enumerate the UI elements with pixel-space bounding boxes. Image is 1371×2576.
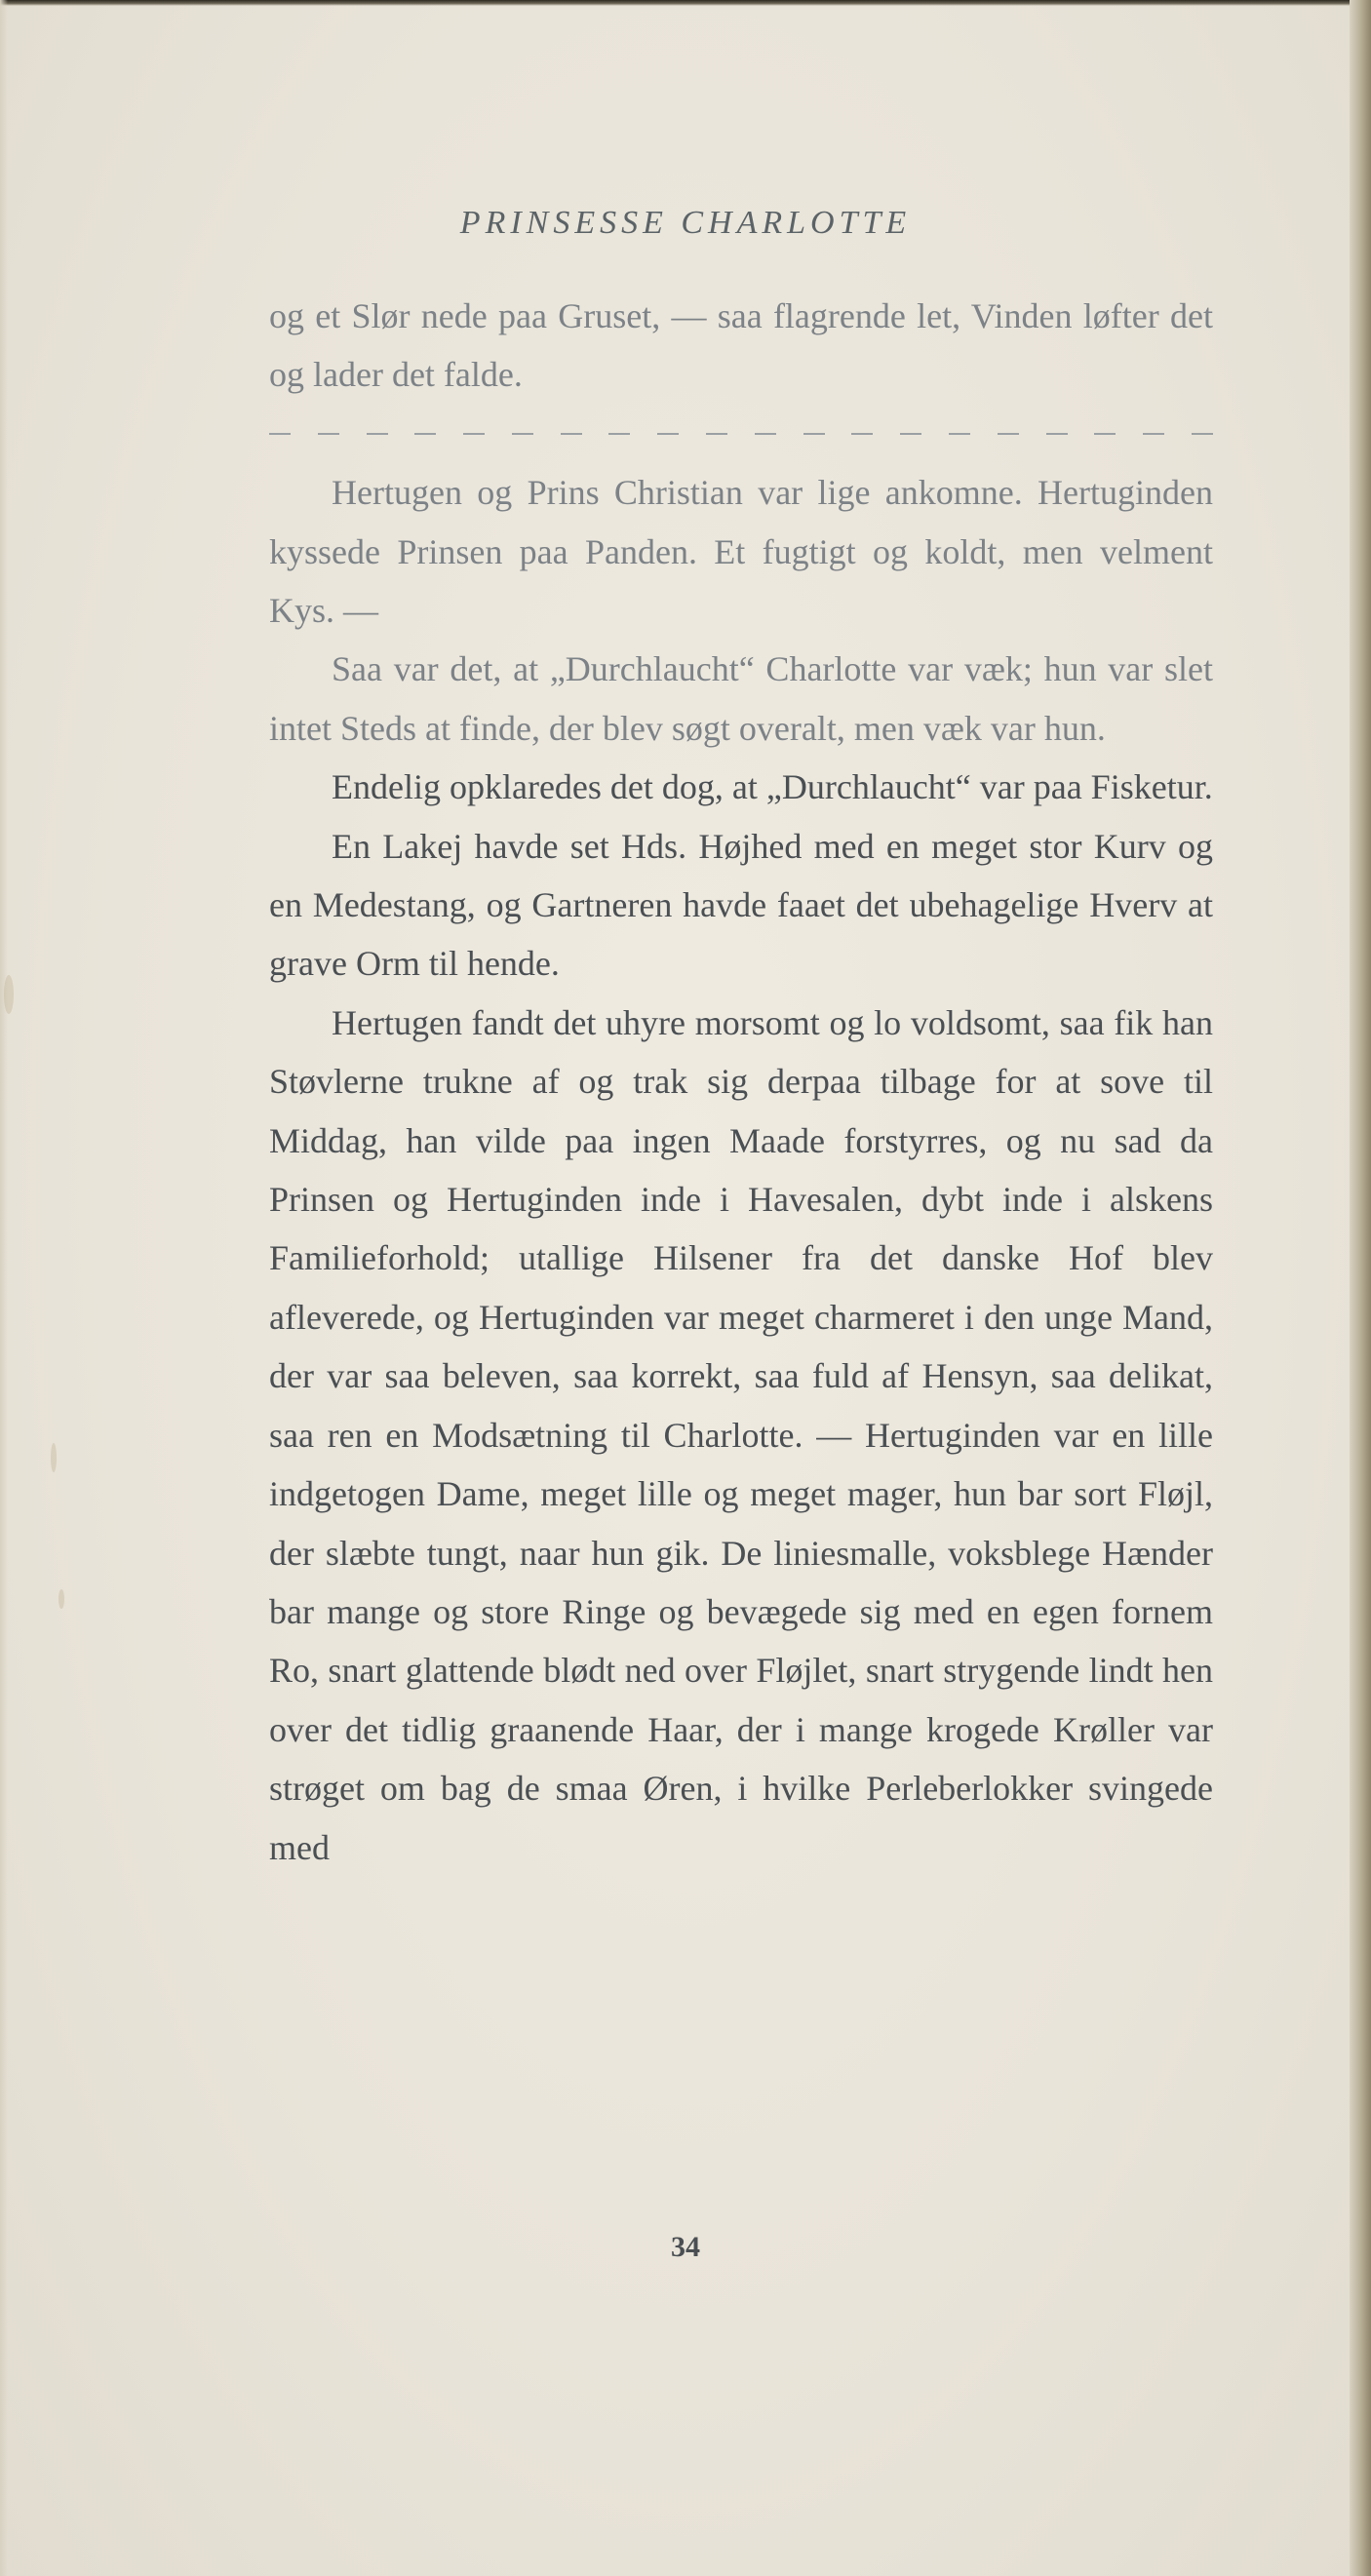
page-number: 34 [671,2231,700,2263]
paragraph: Hertugen fandt det uhyre morsomt og lo voldsomt, saa fik han Støvlerne trukne af og trak sig derpaa tilbage for at sove til Middag, han vilde paa ingen Maade forstyrres, og nu sad da Prinsen og Hertuginden inde i Havesalen, dybt inde i alskens Familieforhold; utallige Hilsener fra det danske Hof blev afleverede, og Hertuginden var meget charmeret i den unge Mand, der var saa beleven, saa korrekt, saa fuld af Hensyn, saa delikat, saa ren en Modsætning til Charlotte. — Hertuginden var en lille indgetogen Dame, meget lille og meget mager, hun bar sort Fløjl, der slæbte tungt, naar hun gik. De liniesmalle, voksblege Hænder bar mange og store Ringe og bevægede sig med en egen fornem Ro, snart glattende blødt ned over Fløjlet, snart strygende lindt hen over det tidlig graanende Haar, der i mange krogede Krøller var strøget om bag de smaa Øren, i hvilke Perleberlokker svingede med [269,1002,1213,1867]
running-head: PRINSESSE CHARLOTTE [459,205,912,241]
paragraph: Endelig opklaredes det dog, at „Durchlaucht“ var paa Fisketur. [332,767,1213,807]
page-right-edge [1350,0,1371,2576]
paper-stain [4,975,14,1014]
paragraph: En Lakej havde set Hds. Højhed med en meget stor Kurv og en Medestang, og Gartneren havde faaet det ubehagelige Hverv at grave Orm til hende. [269,826,1213,984]
paragraph: Hertugen og Prins Christian var lige ankomne. Hertuginden kyssede Prinsen paa Panden. Et fugtigt og koldt, men velment Kys. — [269,473,1213,631]
paragraph: Saa var det, at „Durchlaucht“ Charlotte var væk; hun var slet intet Steds at finde, der blev søgt overalt, men væk var hun. [269,649,1213,748]
paragraph: og et Slør nede paa Gruset, — saa flagrende let, Vinden løfter det og lader det falde. [269,296,1213,395]
paper-stain [51,1443,57,1472]
page-left-edge [0,0,8,2576]
body-text [269,287,1213,1877]
page-top-edge [0,0,1371,6]
section-separator [269,405,1213,463]
paper-stain [59,1589,64,1609]
